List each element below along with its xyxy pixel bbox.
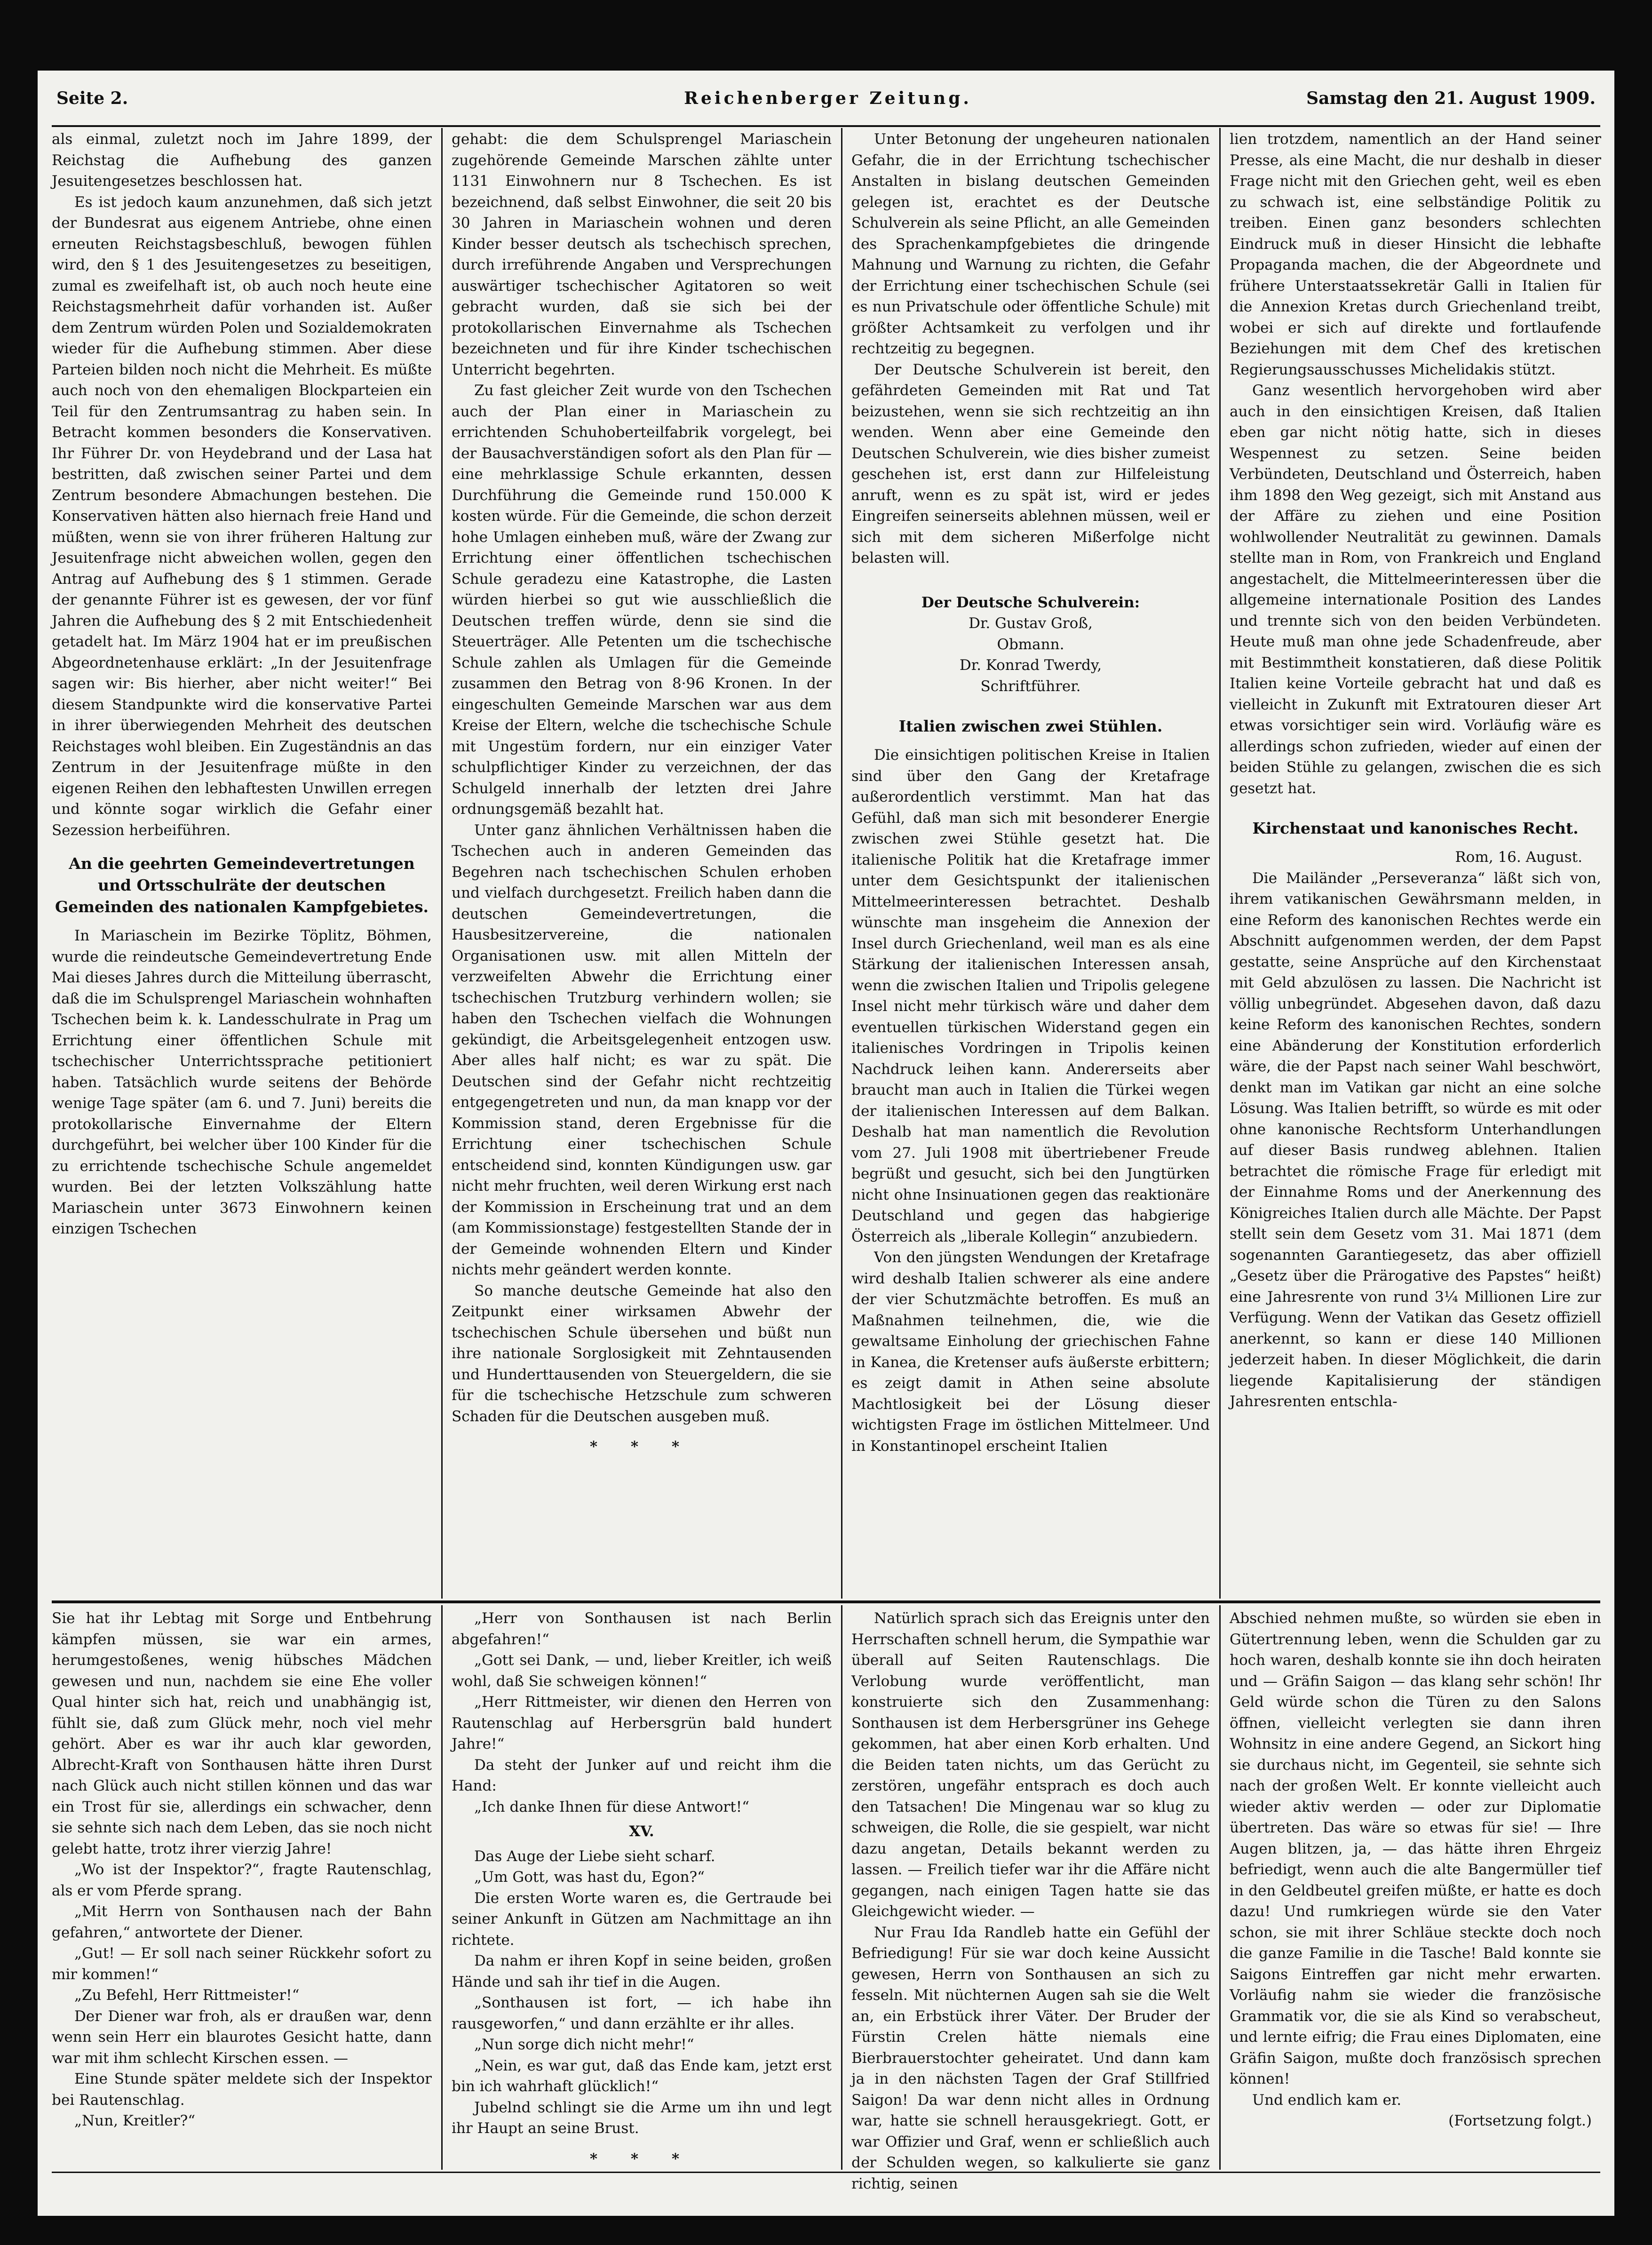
paragraph: Ganz wesentlich hervorgehoben wird aber auch in den einsichtigen Kreisen, daß Italien eben gar nicht nötig hatte, sich in dieses Wespennest zu setzen. Seine beiden Verbündeten, Deutschland und Österreich, haben ihm 1898 den Weg gezeigt, sich mit Anstand aus der Affäre zu ziehen und eine Position wohlwollender Neutralität zu gewinnen. Damals stellte man in Rom, von Frankreich und England angestachelt, die Mittelmeerinteressen über die allgemeine internationale Position des Landes und trennte sich von den beiden Verbündeten. Heute muß man ohne jede Schadenfreude, aber mit Bestimmtheit konstatieren, daß diese Politik Italien keine Vorteile gebracht hat und daß es vielleicht in Zukunft mit Extratouren dieser Art etwas vorsichtiger sein wird. Vorläufig wäre es allerdings schon zufrieden, wieder auf einen der beiden Stühle zu gelangen, zwischen die es sich gesetzt hat. bbox=[1230, 382, 1601, 797]
paragraph: „Wo ist der Inspektor?“, fragte Rautenschlag, als er vom Pferde sprang. bbox=[52, 1861, 432, 1899]
paragraph: „Nein, es war gut, daß das Ende kam, jetzt erst bin ich wahrhaft glücklich!“ bbox=[452, 2057, 832, 2095]
paragraph: gehabt: die dem Schulsprengel Mariaschein zugehörende Gemeinde Marschen zählte unter 1131 Einwohnern nur 8 Tschechen. Es ist bezeichnend, daß selbst Einwohner, die seit 20 bis 30 Jahren in Mariaschein wohnen und deren Kinder besser deutsch als tschechisch sprechen, durch irreführende Angaben und Versprechungen auswärtiger tschechischer Agitatoren so weit gebracht wurden, daß sie sich bei der protokollarischen Einvernahme als Tschechen bezeichneten und für ihre Kinder tschechischen Unterricht begehrten. bbox=[452, 131, 832, 378]
paragraph: Es ist jedoch kaum anzunehmen, daß sich jetzt der Bundesrat aus eigenem Antriebe, ohne einen erneuten Reichstagsbeschluß, bewogen fühlen wird, den § 1 des Jesuitengesetzes zu beseitigen, zumal es zweifelhaft ist, ob auch noch heute eine Reichstagsmehrheit dafür vorhanden ist. Außer dem Zentrum würden Polen und Sozialdemokraten wieder für die Aufhebung stimmen. Aber diese Parteien bilden noch nicht die Mehrheit. Es müßte auch noch von den ehemaligen Blockparteien ein Teil für den Zentrumsantrag zu haben sein. In Betracht kommen besonders die Konservativen. Ihr Führer Dr. von Heydebrand und der Lasa hat bestritten, daß zwischen seiner Partei und dem Zentrum besondere Abmachungen bestehen. Die Konservativen hätten also hiernach freie Hand und müßten, wenn sie von ihrer früheren Haltung zur Jesuitenfrage nicht abweichen wollen, gegen den Antrag auf Aufhebung des § 1 stimmen. Gerade der genannte Führer ist es gewesen, der vor fünf Jahren die Aufhebung des § 2 mit Entschiedenheit getadelt hat. Im März 1904 hat er im preußischen Abgeordnetenhause erklärt: „In der Jesuitenfrage sagen wir: Bis hierher, aber nicht weiter!“ Bei diesem Standpunkte wird die konservative Partei in ihrer überwiegenden Mehrheit des deutschen Reichstages wohl bleiben. Ein Zugeständnis an das Zentrum in der Jesuitenfrage müßte in den eigenen Reihen den lebhaftesten Unwillen erregen und könnte sogar wirklich die Gefahr einer Sezession herbeiführen. bbox=[52, 193, 432, 839]
paragraph: Natürlich sprach sich das Ereignis unter den Herrschaften schnell herum, die Sympathie war überall auf Seiten Rautenschlags. Die Verlobung wurde veröffentlicht, man konstruierte sich den Zusammenhang: Sonthausen ist dem Herbersgrüner ins Gehege gekommen, hat aber einen Korb erhalten. Und die Beiden taten nichts, um das Gerücht zu zerstören, ungefähr entsprach es doch auch den Tatsachen! Die Mingenau war so klug zu schweigen, die Rolle, die sie gespielt, war nicht dazu angetan, Details bekannt werden zu lassen. — Freilich tiefer war ihr die Affäre nicht gegangen, nach einigen Tagen hatte sie das Gleichgewicht wieder. — bbox=[851, 1610, 1210, 1920]
continued-note: (Fortsetzung folgt.) bbox=[1448, 2112, 1592, 2129]
paragraph: Jubelnd schlingt sie die Arme um ihn und legt ihr Haupt an seine Brust. bbox=[452, 2099, 832, 2137]
article-heading: Kirchenstaat und kanonisches Recht. bbox=[1252, 819, 1579, 837]
signature-role: Schriftführer. bbox=[980, 677, 1081, 695]
paragraph: „Herr Rittmeister, wir dienen den Herren von Rautenschlag auf Herbersgrün bald hundert Jahre!“ bbox=[452, 1694, 832, 1752]
paragraph: Zu fast gleicher Zeit wurde von den Tschechen auch der Plan einer in Mariaschein zu errichtenden Schuhoberteilfabrik vorgelegt, bei der Bausachverständigen sofort als den Plan für — eine mehrklassige Schule erkannten, dessen Durchführung die Gemeinde rund 150.000 K kosten würde. Für die Gemeinde, die schon derzeit hohe Umlagen einheben muß, wäre der Zwang zur Errichtung einer öffentlichen tschechischen Schule geradezu eine Katastrophe, die Lasten würden hierbei so gut wie ausschließlich die Deutschen treffen würde, denn sie sind die Steuerträger. Alle Petenten um die tschechische Schule zahlen als Umlagen für die Gemeinde zusammen den Betrag von 8·96 Kronen. In der eingeschulten Gemeinde Marschen war aus dem Kreise der Eltern, welche die tschechische Schule mit Ungestüm fordern, nur ein einziger Vater schulpflichtiger Kinder zu verzeichnen, der das Schulgeld innerhalb der letzten drei Jahre ordnungsgemäß bezahlt hat. bbox=[452, 382, 832, 818]
bottom-rule bbox=[52, 2172, 1600, 2173]
paragraph: Der Deutsche Schulverein ist bereit, den gefährdeten Gemeinden mit Rat und Tat beizustehen, wenn sie sich rechtzeitig an ihn wenden. Wenn aber eine Gemeinde den Deutschen Schulverein, wie dies bisher zumeist geschehen ist, erst dann zur Hilfeleistung anruft, wenn es zu spät ist, wird er jedes Eingreifen seinerseits ablehnen müssen, weil er sich mit dem sicheren Mißerfolge nicht belasten will. bbox=[851, 361, 1210, 566]
paragraph: Der Diener war froh, als er draußen war, denn wenn sein Herr ein blaurotes Gesicht hatte, dann war mit ihm schlecht Kirschen essen. — bbox=[52, 2007, 432, 2067]
header-rule bbox=[52, 125, 1600, 127]
section-separator: * * * bbox=[589, 1438, 694, 1455]
paragraph: Abschied nehmen mußte, so würden sie eben in Gütertrennung leben, wenn die Schulden gar zu hoch waren, deshalb konnte sie ihn doch heiraten und — Gräfin Saigon — das klang sehr schön! Ihr Geld würde schon die Türen zu den Salons öffnen, vielleicht verlegten sie dann ihren Wohnsitz in eine andere Gegend, an Sickort hing sie durchaus nicht, im Gegenteil, sie sehnte sich nach der großen Welt. Er konnte vielleicht auch wieder aktiv werden — oder zur Diplomatie übertreten. Das wäre so etwas für sie! — Ihre Augen blitzen, ja, — das hätte ihren Ehrgeiz befriedigt, wenn auch die alte Bangermüller tief in den Geldbeutel greifen müßte, er hatte es doch dazu! Und rumkriegen würde sie den Vater schon, sie mit ihrer Schläue steckte doch noch die ganze Familie in die Tasche! Bald konnte sie Saigons Eintreffen gar nicht mehr erwarten. Vorläufig nahm sie wieder die französische Grammatik vor, die sie als Kind so verabscheut, und lernte eifrig; die Frau eines Diplomaten, eine Gräfin Saigon, mußte doch französisch sprechen können! bbox=[1230, 1610, 1601, 2087]
page-header bbox=[52, 88, 1600, 121]
signature-role: Obmann. bbox=[997, 636, 1064, 653]
paragraph: Unter ganz ähnlichen Verhältnissen haben die Tschechen auch in anderen Gemeinden das Begehren nach tschechischen Schulen erhoben und vielfach durchgesetzt. Freilich haben dann die deutschen Gemeindevertretungen, die Hausbesitzervereine, die nationalen Organisationen usw. mit allen Mitteln der verzweifelten Abwehr die Errichtung einer tschechischen Trutzburg verhindern wollen; sie haben den Tschechen vielfach die Wohnungen gekündigt, die Arbeitsgelegenheit entzogen usw. Aber alles half nicht; es war zu spät. Die Deutschen sind der Gefahr nicht rechtzeitig entgegengetreten und nun, da man knapp vor der Kommission stand, deren Ergebnisse für die Errichtung einer tschechischen Schule entscheidend sind, konnten Kündigungen usw. gar nicht mehr fruchten, weil deren Wirkung erst nach der Kommission in Erscheinung trat und an dem (am Kommissionstage) festgestellten Stande der in der Gemeinde wohnenden Eltern und Kinder nichts mehr geändert werden konnte. bbox=[452, 821, 832, 1278]
paragraph: „Nun, Kreitler?“ bbox=[74, 2112, 196, 2129]
column-rule bbox=[1219, 1605, 1221, 2170]
column-rule bbox=[841, 128, 842, 1599]
feuilleton-column-2 bbox=[452, 1608, 832, 2169]
column-rule bbox=[841, 1605, 842, 2170]
article-heading: Italien zwischen zwei Stühlen. bbox=[898, 717, 1163, 735]
paragraph: „Um Gott, was hast du, Egon?“ bbox=[474, 1869, 705, 1886]
paragraph: Die ersten Worte waren es, die Gertraude bei seiner Ankunft in Gützen am Nachmittage an ihn richtete. bbox=[452, 1889, 832, 1949]
article-column-4 bbox=[1230, 129, 1601, 1597]
chapter-number: XV. bbox=[629, 1823, 654, 1840]
column-rule bbox=[1219, 128, 1221, 1599]
paragraph: als einmal, zuletzt noch im Jahre 1899, der Reichstag die Aufhebung des ganzen Jesuitengesetzes beschlossen hat. bbox=[52, 131, 432, 190]
paragraph: „Mit Herrn von Sonthausen nach der Bahn gefahren,“ antwortete der Diener. bbox=[52, 1903, 432, 1941]
feuilleton-column-4 bbox=[1230, 1608, 1601, 2169]
paragraph: So manche deutsche Gemeinde hat also den Zeitpunkt einer wirksamen Abwehr der tschechischen Schule übersehen und büßt nun ihre nationale Sorglosigkeit mit Zehntausenden und Hunderttausenden von Steuergeldern, die sie für die tschechische Hetzschule zum schweren Schaden für die Deutschen ausgeben muß. bbox=[452, 1282, 832, 1425]
paragraph: Die Mailänder „Perseveranza“ läßt sich von, ihrem vatikanischen Gewährsmann melden, in eine Reform des kanonischen Rechtes werde ein Abschnitt aufgenommen werden, der dem Papst gestatte, seine Ansprüche auf den Kirchenstaat mit Geld abzulösen zu lassen. Die Nachricht ist völlig unbegründet. Abgesehen davon, daß dazu keine Reform des kanonischen Rechtes, sondern eine Abänderung der Konstitution erforderlich wäre, die der Papst nach seiner Wahl beschwört, denkt man im Vatikan gar nicht an eine solche Lösung. Was Italien betrifft, so würde es mit oder ohne kanonische Rechtsform Unterhandlungen auf dieser Basis rundweg ablehnen. Italien betrachtet die römische Frage für erledigt mit der Einnahme Roms und der Anerkennung des Königreiches Italien durch alle Mächte. Der Papst stellt sein dem Gesetz vom 31. Mai 1871 (dem sogenannten Garantiegesetz, das aber offiziell „Gesetz über die Prärogative des Papstes“ heißt) eine Jahresrente von rund 3¼ Millionen Lire zur Verfügung. Wenn der Vatikan das Gesetz offiziell anerkennt, so kann er diese 140 Millionen jederzeit haben. In dieser Möglichkeit, die darin liegende Kapitalisierung der ständigen Jahresrenten entschla- bbox=[1230, 869, 1601, 1410]
issue-date: Samstag den 21. August 1909. bbox=[1306, 88, 1596, 108]
signature-organization: Der Deutsche Schulverein: bbox=[921, 594, 1140, 611]
paragraph: „Herr von Sonthausen ist nach Berlin abgefahren!“ bbox=[452, 1610, 832, 1648]
paragraph: „Gott sei Dank, — und, lieber Kreitler, ich weiß wohl, daß Sie schweigen können!“ bbox=[452, 1652, 832, 1690]
paragraph: Sie hat ihr Lebtag mit Sorge und Entbehrung kämpfen müssen, sie war ein armes, herumgestoßenes, wenig hübsches Mädchen gewesen und nun, nachdem sie eine Ehe voller Qual hinter sich hat, reich und unabhängig ist, fühlt sie, daß zum Glück mehr, noch viel mehr gehört. Aber es war ihr auch klar geworden, Albrecht-Kraft von Sonthausen hätte ihren Durst nach Glück auch nicht stillen können und das war ein Trost für sie, allerdings ein schwacher, denn sie sehnte sich nach dem Leben, das sie noch nicht gelebt hatte, trotz ihrer vierzig Jahre! bbox=[52, 1610, 432, 1857]
page-number: Seite 2. bbox=[56, 88, 128, 108]
feuilleton-divider bbox=[52, 1600, 1600, 1603]
paragraph: „Ich danke Ihnen für diese Antwort!“ bbox=[474, 1798, 750, 1815]
newspaper-page bbox=[38, 71, 1614, 2216]
article-column-1 bbox=[52, 129, 432, 1597]
paragraph: Das Auge der Liebe sieht scharf. bbox=[474, 1847, 715, 1865]
paragraph: „Sonthausen ist fort, — ich habe ihn rausgeworfen,“ und dann erzählte er ihr alles. bbox=[452, 1994, 832, 2032]
paragraph: „Zu Befehl, Herr Rittmeister!“ bbox=[74, 1987, 300, 2004]
column-rule bbox=[441, 1605, 443, 2170]
feuilleton-column-1 bbox=[52, 1608, 432, 2169]
signature-name: Dr. Gustav Groß, bbox=[969, 615, 1093, 632]
paragraph: Eine Stunde später meldete sich der Inspektor bei Rautenschlag. bbox=[52, 2070, 432, 2109]
column-rule bbox=[441, 128, 443, 1599]
paragraph: Da steht der Junker auf und reicht ihm die Hand: bbox=[452, 1756, 832, 1794]
feuilleton-column-3 bbox=[851, 1608, 1210, 2192]
paragraph: Die einsichtigen politischen Kreise in Italien sind über den Gang der Kretafrage außerordentlich verstimmt. Man hat das Gefühl, daß man sich mit besonderer Energie zwischen zwei Stühle gesetzt hat. Die italienische Politik hat die Kretafrage immer unter dem Gesichtspunkt der italienischen Mittelmeerinteressen betrachtet. Deshalb wünschte man insgeheim die Annexion der Insel durch Griechenland, weil man es als eine Stärkung der italienischen Interessen ansah, wenn die zwischen Italien und Tripolis gelegene Insel nicht mehr türkisch wäre und daher dem eventuellen türkischen Widerstand gegen ein italienisches Vordringen in Tripolis keinen Nachdruck leihen kann. Andererseits aber braucht man auch in Italien die Türkei wegen der italienischen Interessen auf dem Balkan. Deshalb hat man namentlich die Revolution vom 27. Juli 1908 mit übertriebener Freude begrüßt und gesucht, sich bei den Jungtürken nicht ohne Insinuationen gegen das reaktionäre Deutschland und gegen das habgierige Österreich als „liberale Kollegin“ anzubiedern. bbox=[851, 747, 1210, 1245]
paragraph: „Gut! — Er soll nach seiner Rückkehr sofort zu mir kommen!“ bbox=[52, 1945, 432, 1983]
article-heading: An die geehrten Gemeindevertretungen und Ortsschulräte der deutschen Gemeinden des nationalen Kampfgebietes. bbox=[55, 854, 429, 916]
article-column-2 bbox=[452, 129, 832, 1597]
paragraph: Von den jüngsten Wendungen der Kretafrage wird deshalb Italien schwerer als eine andere der vier Schutzmächte betroffen. Es muß an Maßnahmen teilnehmen, die, wie die gewaltsame Einholung der griechischen Fahne in Kanea, die Kretenser aufs äußerste erbittern; es zeigt damit in Athen seine absolute Machtlosigkeit bei der Lösung dieser wichtigsten Frage im östlichen Mittelmeer. Und in Konstantinopel erscheint Italien bbox=[851, 1249, 1210, 1455]
section-separator: * * * bbox=[589, 2150, 694, 2167]
paragraph: Und endlich kam er. bbox=[1252, 2091, 1402, 2109]
article-column-3 bbox=[851, 129, 1210, 1597]
paragraph: „Nun sorge dich nicht mehr!“ bbox=[474, 2036, 694, 2053]
newspaper-title: Reichenberger Zeitung. bbox=[684, 88, 972, 108]
signature-name: Dr. Konrad Twerdy, bbox=[959, 657, 1102, 674]
paragraph: lien trotzdem, namentlich an der Hand seiner Presse, als eine Macht, die nur deshalb in dieser Frage nicht mit den Griechen geht, weil es eben zu schwach ist, eine selbständige Politik zu treiben. Einen ganz besonders schlechten Eindruck muß in dieser Hinsicht die lebhafte Propaganda machen, die der Abgeordnete und frühere Unterstaatssekretär Galli in Italien für die Annexion Kretas durch Griechenland treibt, wobei er sich auf direkte und fortlaufende Beziehungen mit dem Chef des kretischen Regierungsausschusses Michelidakis stützt. bbox=[1230, 131, 1601, 378]
paragraph: Unter Betonung der ungeheuren nationalen Gefahr, die in der Errichtung tschechischer Anstalten in bislang deutschen Gemeinden gelegen ist, erachtet es der Deutsche Schulverein als seine Pflicht, an alle Gemeinden des Sprachenkampfgebietes die dringende Mahnung und Warnung zu richten, die Gefahr der Errichtung einer tschechischen Schule (sei es nun Privatschule oder öffentliche Schule) mit größter Achtsamkeit zu verfolgen und ihr rechtzeitig zu begegnen. bbox=[851, 131, 1210, 357]
paragraph: Da nahm er ihren Kopf in seine beiden, großen Hände und sah ihr tief in die Augen. bbox=[452, 1952, 832, 1990]
paragraph: In Mariaschein im Bezirke Töplitz, Böhmen, wurde die reindeutsche Gemeindevertretung Ende Mai dieses Jahres durch die Mitteilung überrascht, daß die im Schulsprengel Mariaschein wohnhaften Tschechen beim k. k. Landesschulrate in Prag um Errichtung einer öffentlichen Schule mit tschechischer Unterrichtssprache petitioniert haben. Tatsächlich wurde seitens der Behörde wenige Tage später (am 6. und 7. Juni) bereits die protokollarische Einvernahme der Eltern durchgeführt, bei welcher über 100 Kinder für die zu errichtende tschechische Schule angemeldet wurden. Bei der letzten Volkszählung hatte Mariaschein unter 3673 Einwohnern keinen einzigen Tschechen bbox=[52, 927, 432, 1237]
dateline: Rom, 16. August. bbox=[1455, 849, 1582, 866]
paragraph: Nur Frau Ida Randleb hatte ein Gefühl der Befriedigung! Für sie war doch keine Aussicht gewesen, Herrn von Sonthausen an sich zu fesseln. Mit nüchternen Augen sah sie die Welt an, ein Erbstück ihrer Väter. Der Bruder der Fürstin Crelen hätte niemals eine Bierbrauerstochter geheiratet. Und dann kam ja in den nächsten Tagen der Graf Stillfried Saigon! Da war denn nicht alles in Ordnung war, hatte sie schnell herausgekriegt. Gott, er war Offizier und Graf, wenn er schließlich auch der Schulden wegen, so kalkulierte sie ganz richtig, seinen bbox=[851, 1924, 1210, 2192]
